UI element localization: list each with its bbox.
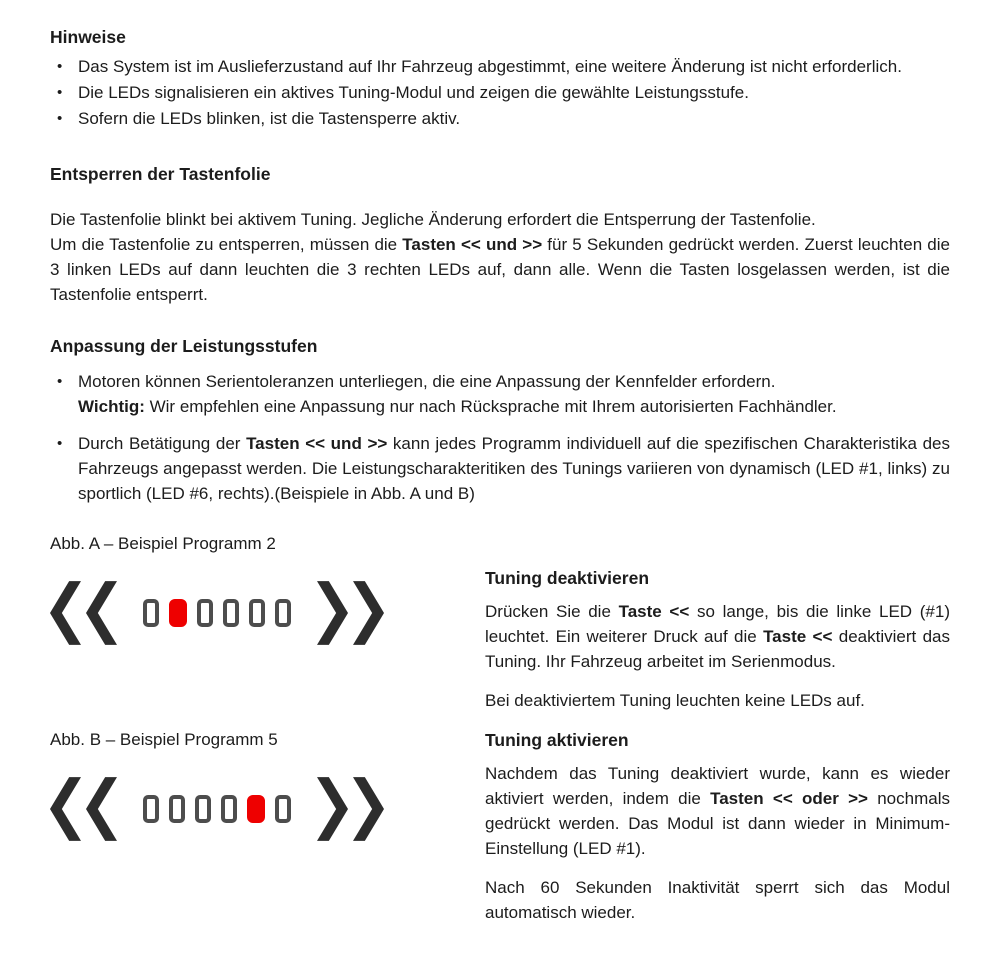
figure-a-led-panel (50, 577, 485, 649)
led-indicator-active (247, 795, 265, 823)
text-run: für 5 Sekunden gedrückt werden. Zuerst leuchten die 3 linken LEDs auf dann leuchten die 3 rechten LEDs auf, dann alle. Wenn die Tasten losgelassen werden, ist die Tastenfolie entsperrt. (50, 235, 950, 304)
paragraph-text: Nach 60 Sekunden Inaktivität sperrt sich das Modul automatisch wieder. (485, 878, 950, 922)
list-item (50, 80, 950, 105)
led-indicator (275, 795, 291, 823)
led-indicator (143, 795, 159, 823)
bullet-text: Die LEDs signalisieren ein aktives Tuning-Modul und zeigen die gewählte Leistungsstufe. (78, 83, 749, 102)
bold-text-run: Tasten << und >> (402, 235, 543, 254)
led-indicator (195, 795, 211, 823)
paragraph-line: Die Tastenfolie blinkt bei aktivem Tuning. Jegliche Änderung erfordert die Entsperrung der Tastenfolie. (50, 210, 816, 229)
section-anpassung (50, 333, 950, 506)
bullet-line: • Motoren können Serientoleranzen unterliegen, die eine Anpassung der Kennfelder erfordern. (78, 372, 776, 391)
text-run: nochmals gedrückt werden. Das Modul ist dann wieder in Minimum-Einstellung (LED #1). (485, 789, 950, 858)
tuning-instructions-column (485, 531, 950, 939)
led-indicator (197, 599, 213, 627)
led-indicator (223, 599, 239, 627)
tuning-deactivate-title: Tuning deaktivieren (485, 568, 650, 588)
paragraph-text: Bei deaktiviertem Tuning leuchten keine LEDs auf. (485, 691, 865, 710)
bullet-text: Sofern die LEDs blinken, ist die Tastensperre aktiv. (78, 109, 461, 128)
text-run: deaktiviert das Tuning. Ihr Fahrzeug arbeitet im Serienmodus. (485, 627, 950, 671)
bold-text-run: Wichtig: (78, 397, 145, 416)
led-indicator (275, 599, 291, 627)
list-item (50, 431, 950, 506)
anpassung-title: Anpassung der Leistungsstufen (50, 336, 318, 356)
figure-b-label: Abb. B – Beispiel Programm 5 (50, 730, 278, 749)
list-item (50, 54, 950, 79)
tuning-activate-title: Tuning aktivieren (485, 730, 629, 750)
text-run: kann jedes Programm individuell auf die spezifischen Charakteristika des Fahrzeugs angepasst werden. Die Leistungscharakteritiken des Tunings variieren von dynamisch (LED #1, links) zu sportlich (LED #6, rechts).(Beispiele in Abb. A und B) (78, 434, 950, 503)
figure-b-led-panel (50, 773, 485, 845)
list-item (50, 106, 950, 131)
led-indicator (249, 599, 265, 627)
section-entsperren (50, 161, 950, 307)
led-indicator (221, 795, 237, 823)
text-run: Drücken Sie die (485, 602, 619, 621)
entsperren-title: Entsperren der Tastenfolie (50, 164, 271, 184)
paragraph-text (50, 232, 950, 307)
section-hinweise (50, 24, 950, 131)
bold-text-run: Taste << (618, 602, 690, 621)
text-run: so lange, bis die linke LED (#1) leuchtet. Ein weiterer Druck auf die (485, 602, 950, 646)
text-run: Wir empfehlen eine Anpassung nur nach Rücksprache mit Ihrem autorisierten Fachhändler. (144, 397, 837, 416)
led-strip (143, 795, 291, 823)
paragraph-text (485, 761, 950, 861)
double-chevron-left-icon (50, 578, 117, 648)
text-run: Um die Tastenfolie zu entsperren, müssen die (50, 235, 403, 254)
led-strip (143, 599, 291, 627)
entsperren-paragraph (50, 207, 950, 307)
figures-column (50, 531, 485, 939)
bold-text-run: Tasten << und >> (246, 434, 388, 453)
bullet-text: Das System ist im Auslieferzustand auf Ihr Fahrzeug abgestimmt, eine weitere Änderung ist nicht erforderlich. (78, 57, 902, 76)
led-indicator-active (169, 599, 187, 627)
list-item (50, 369, 950, 419)
text-run: Durch Betätigung der (78, 434, 247, 453)
hinweise-title: Hinweise (50, 27, 126, 47)
hinweise-bullet-list (50, 54, 950, 131)
double-chevron-left-icon (50, 774, 117, 844)
led-indicator (169, 795, 185, 823)
bullet-line (78, 394, 950, 419)
bold-text-run: Tasten << oder >> (710, 789, 868, 808)
figure-a-label: Abb. A – Beispiel Programm 2 (50, 534, 276, 553)
led-indicator (143, 599, 159, 627)
text-run: Nachdem das Tuning deaktiviert wurde, kann es wieder aktiviert werden, indem die (485, 764, 950, 808)
paragraph-text (485, 599, 950, 674)
bold-text-run: Taste << (763, 627, 833, 646)
double-chevron-right-icon (317, 774, 384, 844)
double-chevron-right-icon (317, 578, 384, 648)
anpassung-bullet-list (50, 369, 950, 506)
figure-and-text-columns (50, 531, 950, 939)
